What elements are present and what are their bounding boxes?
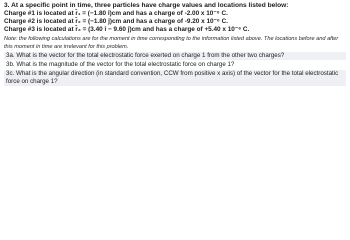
- problem-page: [0, 0, 350, 113]
- question-3c: 3c. What is the angular direction (in standard convention, CCW from positive x axis) of the vector for the total electrostatic force on charge 1?: [4, 70, 346, 86]
- question-3b: 3b. What is the magnitude of the vector for the total electrostatic force on charge 1?: [4, 61, 346, 69]
- charge-2-line: Charge #2 is located at r̂₂ = (−1.80 ĵ)cm and has a charge of -9.20 x 10⁻⁶ C.: [4, 18, 229, 25]
- problem-title: 3. At a specific point in time, three particles have charge values and locations listed below:: [4, 2, 289, 9]
- charge-3-line: Charge #3 is located at r̂₃ = (3.40 î − 9.60 ĵ)cm and has a charge of +5.40 x 10⁻⁶ C.: [4, 26, 250, 33]
- question-3a: 3a. What is the vector for the total electrostatic force exerted on charge 1 from the other two charges?: [4, 52, 346, 60]
- problem-note: Note: the following calculations are for the moment in time corresponding to the information listed above. The locations before and after this moment in time are irrelevant for this problem.: [4, 36, 339, 50]
- charge-1-line: Charge #1 is located at r̂₁ = (−1.80 î)cm and has a charge of -2.00 x 10⁻⁶ C.: [4, 10, 228, 17]
